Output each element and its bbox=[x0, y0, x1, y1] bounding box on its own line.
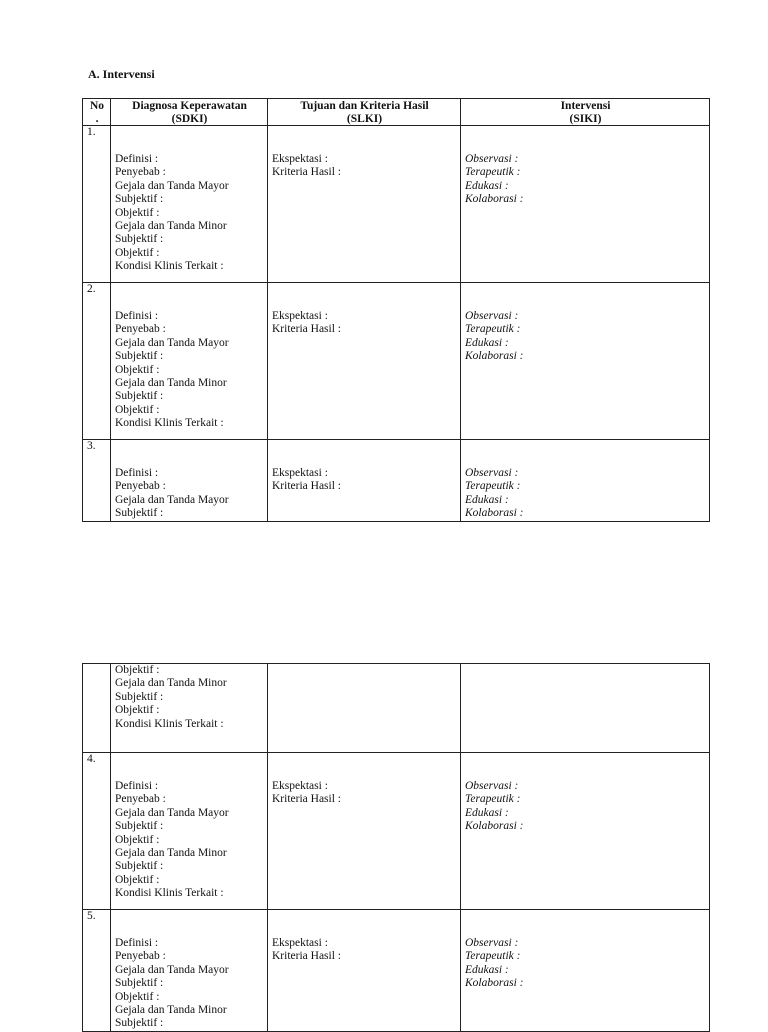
penyebab-label: Penyebab : bbox=[115, 166, 166, 179]
subjektif-label: Subjektif : bbox=[115, 193, 164, 206]
observasi-label: Observasi : bbox=[465, 467, 519, 479]
section-heading: A. Intervensi bbox=[88, 67, 155, 81]
gejala-minor-label: Gejala dan Tanda Minor bbox=[115, 220, 227, 233]
kriteria-label: Kriteria Hasil : bbox=[272, 793, 341, 806]
kondisi-label: Kondisi Klinis Terkait : bbox=[115, 417, 224, 430]
definisi-label: Definisi : bbox=[115, 153, 159, 165]
objektif-label: Objektif : bbox=[115, 704, 160, 717]
subjektif-label: Subjektif : bbox=[115, 820, 164, 833]
intervensi-cell[interactable] bbox=[461, 910, 710, 1032]
header-intervensi-line1: Intervensi bbox=[560, 100, 611, 112]
row-number: 2. bbox=[83, 283, 111, 440]
row-number: 4. bbox=[83, 753, 111, 910]
kondisi-label: Kondisi Klinis Terkait : bbox=[115, 260, 224, 273]
objektif-label: Objektif : bbox=[115, 363, 160, 376]
tujuan-cell[interactable] bbox=[268, 126, 461, 283]
kriteria-label: Kriteria Hasil : bbox=[272, 950, 341, 963]
subjektif-label: Subjektif : bbox=[115, 977, 164, 990]
ekspektasi-label: Ekspektasi : bbox=[272, 780, 328, 792]
kondisi-label: Kondisi Klinis Terkait : bbox=[115, 717, 224, 730]
objektif-label: Objektif : bbox=[115, 664, 160, 676]
gejala-minor-label: Gejala dan Tanda Minor bbox=[115, 677, 227, 690]
objektif-label: Objektif : bbox=[115, 873, 160, 886]
objektif-label: Objektif : bbox=[115, 206, 160, 219]
table-row bbox=[83, 126, 710, 283]
kriteria-label: Kriteria Hasil : bbox=[272, 166, 341, 179]
kolaborasi-label: Kolaborasi : bbox=[465, 820, 524, 833]
terapeutik-label: Terapeutik : bbox=[465, 480, 521, 493]
definisi-label: Definisi : bbox=[115, 780, 159, 792]
ekspektasi-label: Ekspektasi : bbox=[272, 153, 328, 165]
table-row bbox=[83, 910, 710, 1032]
tujuan-cell[interactable] bbox=[268, 664, 461, 753]
penyebab-label: Penyebab : bbox=[115, 793, 166, 806]
subjektif-label: Subjektif : bbox=[115, 233, 164, 246]
kondisi-label: Kondisi Klinis Terkait : bbox=[115, 887, 224, 900]
gejala-mayor-label: Gejala dan Tanda Mayor bbox=[115, 336, 229, 349]
intervensi-cell[interactable] bbox=[461, 283, 710, 440]
kolaborasi-label: Kolaborasi : bbox=[465, 193, 524, 206]
diagnosa-cell[interactable] bbox=[111, 440, 268, 522]
edukasi-label: Edukasi : bbox=[465, 493, 509, 506]
terapeutik-label: Terapeutik : bbox=[465, 166, 521, 179]
diagnosa-cell[interactable] bbox=[111, 283, 268, 440]
diagnosa-cell[interactable] bbox=[111, 910, 268, 1032]
table-row bbox=[83, 753, 710, 910]
row-number: 3. bbox=[83, 440, 111, 522]
kolaborasi-label: Kolaborasi : bbox=[465, 507, 524, 520]
table-header-row bbox=[83, 99, 710, 126]
tujuan-cell[interactable] bbox=[268, 283, 461, 440]
intervention-table-page-2 bbox=[82, 663, 710, 1032]
table-row bbox=[83, 283, 710, 440]
penyebab-label: Penyebab : bbox=[115, 480, 166, 493]
edukasi-label: Edukasi : bbox=[465, 336, 509, 349]
row-number-empty bbox=[83, 664, 111, 753]
terapeutik-label: Terapeutik : bbox=[465, 323, 521, 336]
edukasi-label: Edukasi : bbox=[465, 963, 509, 976]
terapeutik-label: Terapeutik : bbox=[465, 793, 521, 806]
kriteria-label: Kriteria Hasil : bbox=[272, 323, 341, 336]
subjektif-label: Subjektif : bbox=[115, 690, 164, 703]
edukasi-label: Edukasi : bbox=[465, 179, 509, 192]
header-intervensi bbox=[461, 99, 710, 126]
edukasi-label: Edukasi : bbox=[465, 806, 509, 819]
row-number: 5. bbox=[83, 910, 111, 1032]
subjektif-label: Subjektif : bbox=[115, 390, 164, 403]
objektif-label: Objektif : bbox=[115, 990, 160, 1003]
gejala-mayor-label: Gejala dan Tanda Mayor bbox=[115, 963, 229, 976]
kriteria-label: Kriteria Hasil : bbox=[272, 480, 341, 493]
intervensi-cell[interactable] bbox=[461, 440, 710, 522]
header-tujuan bbox=[268, 99, 461, 126]
header-no-line1: No bbox=[89, 100, 105, 112]
header-no-line2: . bbox=[95, 112, 99, 125]
penyebab-label: Penyebab : bbox=[115, 950, 166, 963]
intervensi-cell[interactable] bbox=[461, 126, 710, 283]
gejala-minor-label: Gejala dan Tanda Minor bbox=[115, 377, 227, 390]
intervensi-cell[interactable] bbox=[461, 664, 710, 753]
gejala-mayor-label: Gejala dan Tanda Mayor bbox=[115, 806, 229, 819]
table-row-continuation bbox=[83, 664, 710, 753]
gejala-minor-label: Gejala dan Tanda Minor bbox=[115, 1004, 227, 1017]
observasi-label: Observasi : bbox=[465, 310, 519, 322]
definisi-label: Definisi : bbox=[115, 467, 159, 479]
header-diagnosa-line2: (SDKI) bbox=[171, 112, 208, 125]
penyebab-label: Penyebab : bbox=[115, 323, 166, 336]
tujuan-cell[interactable] bbox=[268, 753, 461, 910]
tujuan-cell[interactable] bbox=[268, 440, 461, 522]
ekspektasi-label: Ekspektasi : bbox=[272, 310, 328, 322]
kolaborasi-label: Kolaborasi : bbox=[465, 350, 524, 363]
diagnosa-cell[interactable] bbox=[111, 664, 268, 753]
terapeutik-label: Terapeutik : bbox=[465, 950, 521, 963]
header-intervensi-line2: (SIKI) bbox=[569, 112, 602, 125]
header-tujuan-line2: (SLKI) bbox=[346, 112, 383, 125]
subjektif-label: Subjektif : bbox=[115, 1017, 164, 1030]
kolaborasi-label: Kolaborasi : bbox=[465, 977, 524, 990]
gejala-mayor-label: Gejala dan Tanda Mayor bbox=[115, 493, 229, 506]
table-row bbox=[83, 440, 710, 522]
objektif-label: Objektif : bbox=[115, 403, 160, 416]
definisi-label: Definisi : bbox=[115, 937, 159, 949]
tujuan-cell[interactable] bbox=[268, 910, 461, 1032]
diagnosa-cell[interactable] bbox=[111, 753, 268, 910]
objektif-label: Objektif : bbox=[115, 246, 160, 259]
subjektif-label: Subjektif : bbox=[115, 507, 164, 520]
objektif-label: Objektif : bbox=[115, 833, 160, 846]
intervention-table-page-1 bbox=[82, 98, 710, 522]
diagnosa-cell[interactable] bbox=[111, 126, 268, 283]
observasi-label: Observasi : bbox=[465, 780, 519, 792]
intervensi-cell[interactable] bbox=[461, 753, 710, 910]
header-no bbox=[83, 99, 111, 126]
ekspektasi-label: Ekspektasi : bbox=[272, 467, 328, 479]
header-diagnosa-line1: Diagnosa Keperawatan bbox=[132, 100, 247, 112]
gejala-minor-label: Gejala dan Tanda Minor bbox=[115, 847, 227, 860]
header-tujuan-line1: Tujuan dan Kriteria Hasil bbox=[300, 100, 429, 112]
row-number: 1. bbox=[83, 126, 111, 283]
ekspektasi-label: Ekspektasi : bbox=[272, 937, 328, 949]
observasi-label: Observasi : bbox=[465, 937, 519, 949]
subjektif-label: Subjektif : bbox=[115, 860, 164, 873]
observasi-label: Observasi : bbox=[465, 153, 519, 165]
header-diagnosa bbox=[111, 99, 268, 126]
gejala-mayor-label: Gejala dan Tanda Mayor bbox=[115, 179, 229, 192]
definisi-label: Definisi : bbox=[115, 310, 159, 322]
subjektif-label: Subjektif : bbox=[115, 350, 164, 363]
